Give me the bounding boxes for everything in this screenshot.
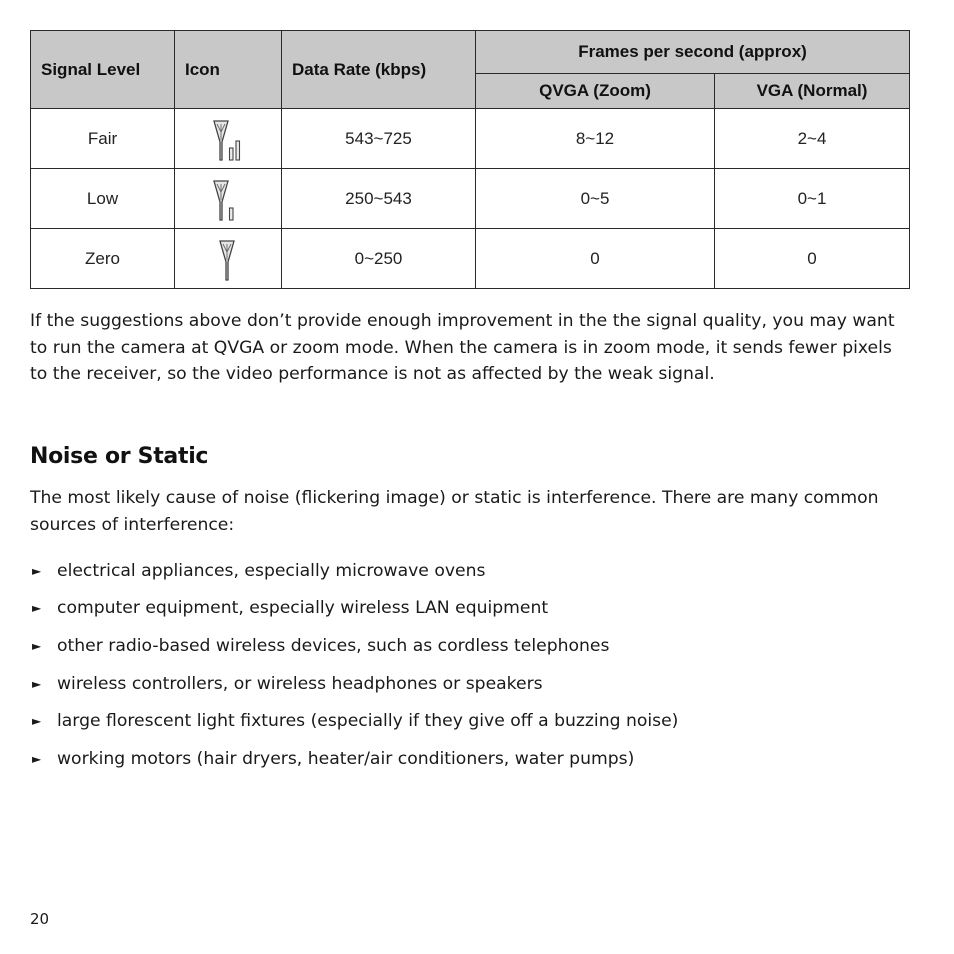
signal-zero-icon: [211, 238, 245, 284]
bullet-arrow-icon: ►: [32, 638, 42, 653]
signal-level-table: [30, 30, 910, 289]
list-item: ► working motors (hair dryers, heater/air conditioners, water pumps): [32, 748, 635, 769]
list-item: ► computer equipment, especially wireless LAN equipment: [32, 598, 549, 619]
header-qvga: QVGA (Zoom): [476, 74, 715, 109]
header-signal-level: Signal Level: [31, 31, 175, 109]
cell-vga: 2~4: [715, 109, 910, 169]
table-row: [31, 109, 910, 169]
interference-list: [30, 552, 910, 778]
page-number: 20: [30, 910, 50, 928]
cell-rate: 0~250: [282, 229, 476, 289]
header-fps-group: Frames per second (approx): [476, 31, 910, 74]
cell-vga: 0~1: [715, 169, 910, 229]
signal-low-icon: [211, 178, 245, 224]
header-icon: Icon: [175, 31, 282, 109]
cell-rate: 250~543: [282, 169, 476, 229]
cell-level: Fair: [31, 109, 175, 169]
signal-fair-icon: [211, 118, 245, 164]
bullet-arrow-icon: ►: [32, 751, 42, 766]
bullet-arrow-icon: ►: [32, 601, 42, 616]
list-item: ► electrical appliances, especially microwave ovens: [32, 560, 486, 581]
cell-qvga: 0: [476, 229, 715, 289]
cell-vga: 0: [715, 229, 910, 289]
cell-rate: 543~725: [282, 109, 476, 169]
cell-qvga: 0~5: [476, 169, 715, 229]
table-row: [31, 229, 910, 289]
list-item: ► wireless controllers, or wireless headphones or speakers: [32, 673, 543, 694]
cell-level: Low: [31, 169, 175, 229]
table-row: [31, 169, 910, 229]
section-intro: The most likely cause of noise (flickering image) or static is interference. There are many common sources of interference:: [30, 488, 879, 535]
list-item: ► large florescent light fixtures (especially if they give off a buzzing noise): [32, 711, 679, 732]
section-heading: Noise or Static: [30, 444, 209, 469]
signal-quality-paragraph: If the suggestions above don’t provide enough improvement in the the signal quality, you may want to run the camera at QVGA or zoom mode. When the camera is in zoom mode, it sends fewer pixels to the receiver, so the video performance is not as affected by the weak signal.: [30, 311, 895, 384]
bullet-arrow-icon: ►: [32, 563, 42, 578]
bullet-arrow-icon: ►: [32, 676, 42, 691]
header-data-rate: Data Rate (kbps): [282, 31, 476, 109]
list-item: ► other radio-based wireless devices, such as cordless telephones: [32, 635, 610, 656]
cell-qvga: 8~12: [476, 109, 715, 169]
header-vga: VGA (Normal): [715, 74, 910, 109]
bullet-arrow-icon: ►: [32, 714, 42, 729]
cell-level: Zero: [31, 229, 175, 289]
